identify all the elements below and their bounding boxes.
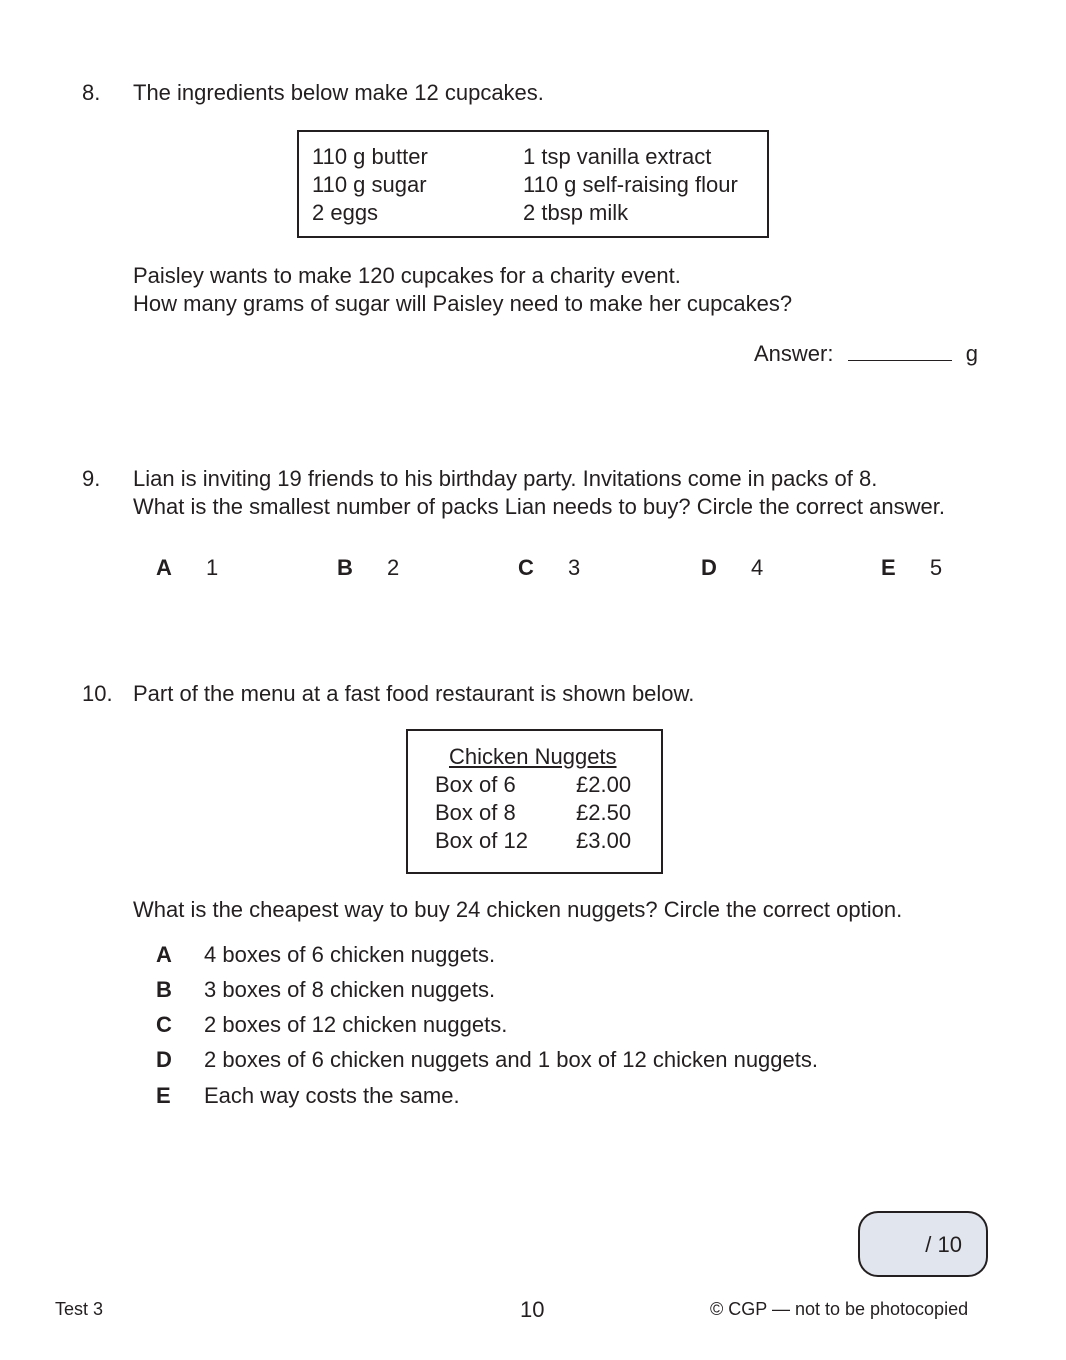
menu-box [406,729,663,874]
option-value: 2 [387,555,400,580]
ingredient-butter: 110 g butter [312,144,428,169]
menu-price-box-6: £2.00 [576,772,632,797]
q10-option-d[interactable] [156,1047,818,1073]
ingredient-sugar: 110 g sugar [312,172,427,197]
q9-option-a[interactable] [156,555,218,581]
q9-option-c[interactable] [518,555,580,581]
question-9-number: 9. [82,466,101,491]
score-box[interactable] [858,1211,988,1277]
question-9-line2: What is the smallest number of packs Lian needs to buy? Circle the correct answer. [133,494,945,519]
menu-item-box-8: Box of 8 [435,800,516,825]
score-total: / 10 [925,1232,962,1257]
option-value: 3 [568,555,581,580]
option-letter: E [156,1083,171,1108]
option-value: 1 [206,555,219,580]
answer-unit: g [965,341,978,366]
option-letter: A [156,942,172,967]
option-letter: E [881,555,896,580]
menu-item-box-6: Box of 6 [435,772,516,797]
menu-item-box-12: Box of 12 [435,828,528,853]
q10-option-c[interactable] [156,1012,507,1038]
question-9-line1: Lian is inviting 19 friends to his birthday party. Invitations come in packs of 8. [133,466,878,491]
option-text: 4 boxes of 6 chicken nuggets. [204,942,496,967]
ingredients-box [297,130,769,238]
option-letter: D [701,555,717,580]
ingredient-vanilla: 1 tsp vanilla extract [523,144,712,169]
ingredient-milk: 2 tbsp milk [523,200,629,225]
option-letter: A [156,555,172,580]
option-letter: D [156,1047,172,1072]
ingredient-flour: 110 g self-raising flour [523,172,738,197]
answer-row [754,341,978,367]
option-value: 5 [929,555,943,580]
option-text: 2 boxes of 6 chicken nuggets and 1 box of 12 chicken nuggets. [204,1047,818,1072]
answer-input[interactable] [848,344,952,361]
footer-test-label: Test 3 [55,1299,104,1319]
option-text: 2 boxes of 12 chicken nuggets. [204,1012,508,1037]
page-number: 10 [520,1297,545,1322]
question-8-line1: Paisley wants to make 120 cupcakes for a charity event. [133,263,681,288]
q9-option-d[interactable] [701,555,763,581]
option-letter: B [337,555,353,580]
option-value: 4 [751,555,764,580]
option-letter: C [518,555,534,580]
menu-price-box-12: £3.00 [576,828,632,853]
question-8-intro: The ingredients below make 12 cupcakes. [133,80,544,105]
option-letter: B [156,977,172,1002]
ingredient-eggs: 2 eggs [312,200,379,225]
q10-option-e[interactable] [156,1083,460,1109]
q10-option-b[interactable] [156,977,495,1003]
option-text: Each way costs the same. [204,1083,460,1108]
answer-label: Answer: [754,341,834,366]
question-8-number: 8. [82,80,101,105]
q10-option-a[interactable] [156,942,495,968]
question-8-line2: How many grams of sugar will Paisley need to make her cupcakes? [133,291,793,316]
question-10-intro: Part of the menu at a fast food restaurant is shown below. [133,681,695,706]
option-letter: C [156,1012,172,1037]
q9-option-e[interactable] [881,555,942,581]
question-10-text: What is the cheapest way to buy 24 chicken nuggets? Circle the correct option. [133,897,903,922]
question-10-number: 10. [82,681,113,706]
menu-title: Chicken Nuggets [449,744,617,769]
menu-price-box-8: £2.50 [576,800,632,825]
option-text: 3 boxes of 8 chicken nuggets. [204,977,496,1002]
footer-copyright: © CGP — not to be photocopied [710,1299,969,1319]
q9-option-b[interactable] [337,555,399,581]
